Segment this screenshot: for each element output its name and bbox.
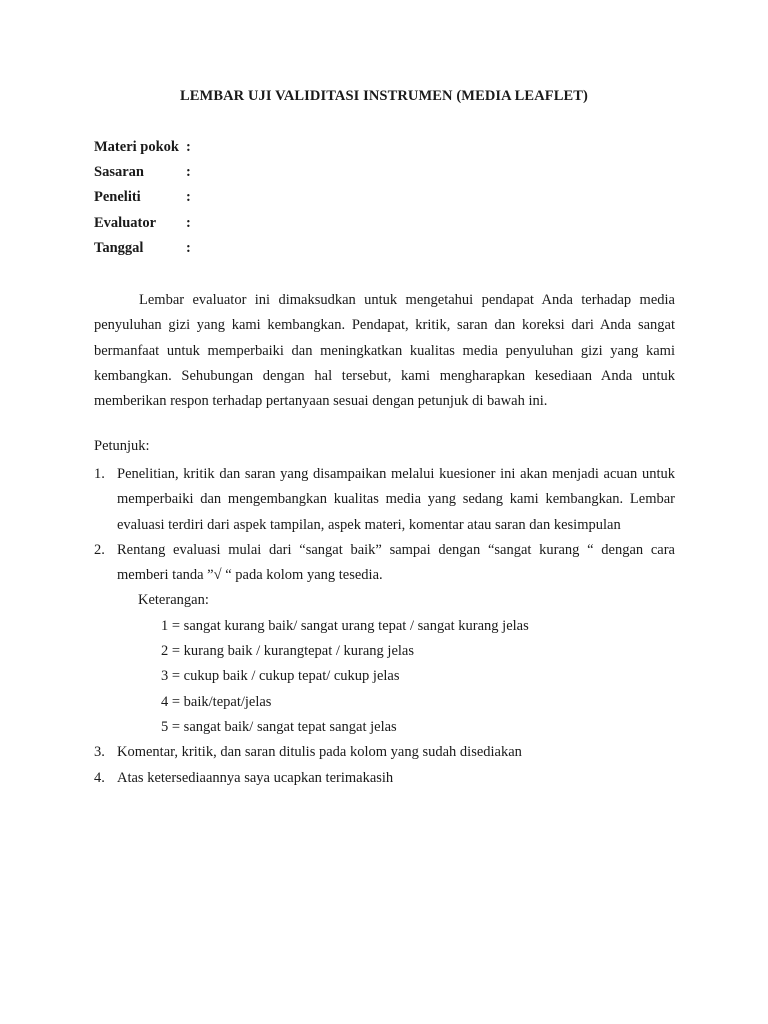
list-item bbox=[94, 538, 675, 589]
list-number: 4. bbox=[94, 769, 105, 786]
keterangan-line: 2 = kurang baik / kurangtepat / kurang jelas bbox=[161, 643, 414, 660]
keterangan-heading: Keterangan: bbox=[138, 592, 209, 609]
list-number: 3. bbox=[94, 744, 105, 761]
list-text: Penelitian, kritik dan saran yang disampaikan melalui kuesioner ini akan menjadi acuan untuk memperbaiki dan mengembangkan kualitas media yang sedang kami kembangkan. Lembar evaluasi terdiri dari aspek tampilan, aspek materi, komentar atau saran dan kesimpulan bbox=[117, 466, 675, 533]
keterangan-line: 3 = cukup baik / cukup tepat/ cukup jelas bbox=[161, 668, 400, 685]
meta-row-peneliti bbox=[94, 188, 196, 213]
meta-label: Evaluator bbox=[94, 214, 157, 231]
keterangan-line: 4 = baik/tepat/jelas bbox=[161, 693, 272, 710]
meta-row-materi-pokok bbox=[94, 138, 196, 163]
meta-colon: : bbox=[186, 139, 191, 155]
meta-label: Peneliti bbox=[94, 189, 141, 206]
petunjuk-heading: Petunjuk: bbox=[94, 438, 150, 454]
meta-label: Tanggal bbox=[94, 239, 144, 256]
list-text: Komentar, kritik, dan saran ditulis pada kolom yang sudah disediakan bbox=[117, 744, 522, 761]
list-item bbox=[94, 740, 675, 765]
meta-colon: : bbox=[186, 239, 191, 256]
list-text: Atas ketersediaannya saya ucapkan terimakasih bbox=[117, 769, 394, 786]
keterangan-line: 1 = sangat kurang baik/ sangat urang tepat / sangat kurang jelas bbox=[161, 617, 529, 634]
meta-colon: : bbox=[186, 214, 191, 231]
metadata-block bbox=[94, 138, 196, 264]
meta-label: Materi pokok bbox=[94, 139, 179, 155]
list-text: Rentang evaluasi mulai dari “sangat baik” sampai dengan “sangat kurang “ dengan cara memberi tanda ”√ “ pada kolom yang tesedia. bbox=[117, 541, 675, 584]
instruction-list bbox=[94, 462, 675, 791]
list-item bbox=[94, 766, 675, 791]
meta-colon: : bbox=[186, 164, 191, 181]
meta-colon: : bbox=[186, 189, 191, 206]
list-item bbox=[94, 462, 675, 538]
list-number: 2. bbox=[94, 541, 105, 558]
meta-row-tanggal bbox=[94, 239, 196, 264]
meta-row-sasaran bbox=[94, 163, 196, 188]
document-title: LEMBAR UJI VALIDITASI INSTRUMEN (MEDIA LEAFLET) bbox=[180, 88, 588, 104]
meta-label: Sasaran bbox=[94, 164, 144, 181]
intro-paragraph: Lembar evaluator ini dimaksudkan untuk mengetahui pendapat Anda terhadap media penyuluhan gizi yang kami kembangkan. Pendapat, kritik, saran dan koreksi dari Anda sangat bermanfaat untuk memperbaiki dan meningkatkan kualitas media penyuluhan gizi yang kami kembangkan. Sehubungan dengan hal tersebut, kami mengharapkan kesediaan Anda untuk memberikan respon terhadap pertanyaan sesuai dengan petunjuk di bawah ini. bbox=[94, 292, 675, 410]
meta-row-evaluator bbox=[94, 214, 196, 239]
keterangan-line: 5 = sangat baik/ sangat tepat sangat jelas bbox=[161, 718, 397, 735]
list-number: 1. bbox=[94, 466, 105, 482]
